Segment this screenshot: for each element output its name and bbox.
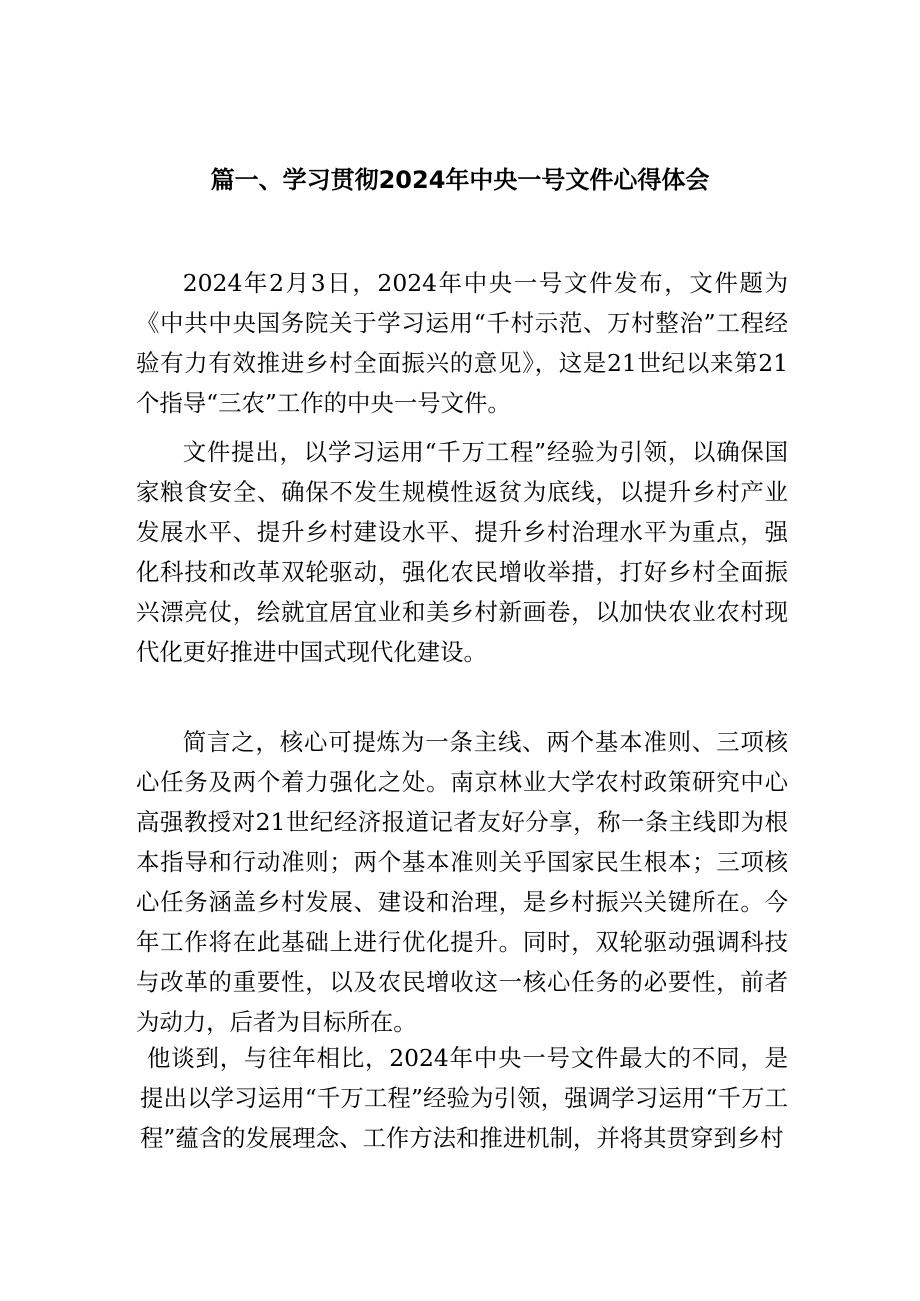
paragraph-4: 他谈到，与往年相比，2024年中央一号文件最大的不同，是提出以学习运用“千万工程”经验为引领，强调学习运用“千万工程”蕴含的发展理念、工作方法和推进机制，并将其贯穿到乡村 [140, 1044, 788, 1152]
paragraph-3: 简言之，核心可提炼为一条主线、两个基本准则、三项核心任务及两个着力强化之处。南京林业大学农村政策研究中心高强教授对21世纪经济报道记者友好分享，称一条主线即为根本指导和行动准则；两个基本准则关乎国家民生根本；三项核心任务涵盖乡村发展、建设和治理，是乡村振兴关键所在。今年工作将在此基础上进行优化提升。同时，双轮驱动强调科技与改革的重要性，以及农民增收这一核心任务的必要性，前者为动力，后者为目标所在。 [136, 728, 788, 1036]
paragraph-2: 文件提出，以学习运用“千万工程”经验为引领，以确保国家粮食安全、确保不发生规模性返贫为底线，以提升乡村产业发展水平、提升乡村建设水平、提升乡村治理水平为重点，强化科技和改革双轮驱动，强化农民增收举措，打好乡村全面振兴漂亮仗，绘就宜居宜业和美乡村新画卷，以加快农业农村现代化更好推进中国式现代化建设。 [136, 438, 788, 666]
paragraph-1: 2024年2月3日，2024年中央一号文件发布，文件题为《中共中央国务院关于学习运用“千村示范、万村整治”工程经验有力有效推进乡村全面振兴的意见》，这是21世纪以来第21个指导“三农”工作的中央一号文件。 [136, 269, 788, 417]
document-title: 篇一、学习贯彻2024年中央一号文件心得体会 [210, 166, 710, 194]
